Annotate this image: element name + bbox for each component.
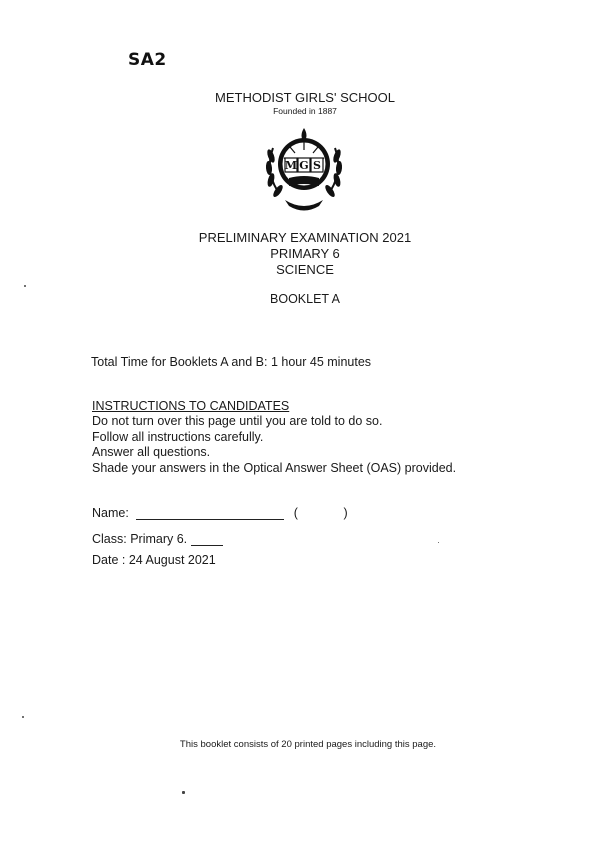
- date-field: Date : 24 August 2021: [92, 553, 216, 567]
- class-field[interactable]: [92, 532, 223, 546]
- exam-subject: SCIENCE: [276, 262, 334, 277]
- instruction-item: Do not turn over this page until you are told to do so.: [92, 414, 383, 428]
- total-time: Total Time for Booklets A and B: 1 hour 45 minutes: [91, 355, 372, 369]
- instruction-item: Answer all questions.: [92, 445, 211, 459]
- exam-level: PRIMARY 6: [270, 246, 340, 261]
- index-paren-close: ): [343, 506, 348, 520]
- scan-speck: [24, 285, 26, 287]
- class-label: Class: Primary 6.: [92, 532, 188, 546]
- instruction-item: Follow all instructions carefully.: [92, 429, 264, 444]
- founded-year: Founded in 1887: [273, 106, 337, 116]
- scan-speck: [22, 716, 24, 718]
- handwritten-tag: SA2: [128, 50, 167, 70]
- instruction-item: Shade your answers in the Optical Answer Sheet (OAS) provided.: [92, 460, 457, 475]
- page-count-note: This booklet consists of 20 printed pages including this page.: [179, 739, 437, 750]
- school-crest-logo: [257, 120, 351, 214]
- class-blank-line[interactable]: [191, 535, 223, 546]
- name-field[interactable]: [92, 506, 348, 520]
- instructions-heading: INSTRUCTIONS TO CANDIDATES: [92, 399, 290, 413]
- scan-speck: [182, 791, 185, 794]
- crest-letter-m: M: [284, 159, 298, 172]
- name-label: Name:: [92, 506, 129, 520]
- index-paren-open: (: [293, 506, 298, 520]
- crest-letter-s: S: [313, 159, 321, 172]
- school-name: METHODIST GIRLS' SCHOOL: [215, 90, 395, 105]
- name-blank-line[interactable]: [136, 507, 284, 520]
- exam-title: PRELIMINARY EXAMINATION 2021: [198, 230, 412, 245]
- booklet-label: BOOKLET A: [270, 292, 340, 306]
- instructions-list: [92, 414, 456, 476]
- crest-letter-g: G: [299, 159, 309, 172]
- scan-speck: [438, 542, 439, 543]
- exam-details: [5, 230, 600, 278]
